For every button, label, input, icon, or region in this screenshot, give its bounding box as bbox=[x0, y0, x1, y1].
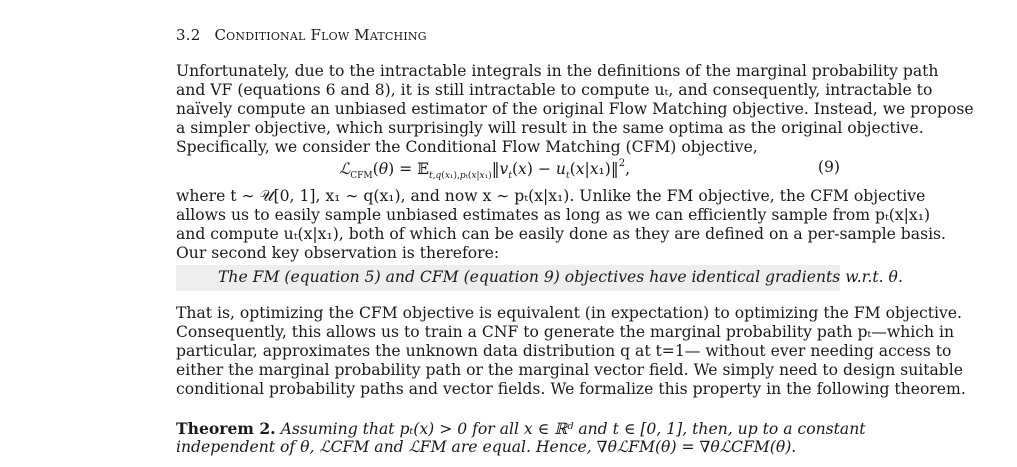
paragraph-2-line-3: and compute uₜ(x|x₁), both of which can be easily done as they are defined on a per-sample basis. bbox=[176, 225, 947, 243]
paragraph-2-line-1: where t ∼ 𝒰[0, 1], x₁ ∼ q(x₁), and now x ∼ pₜ(x|x₁). Unlike the FM objective, the CFM objective bbox=[176, 187, 926, 205]
paragraph-3-line-2: Consequently, this allows us to train a CNF to generate the marginal probability path pₜ—which in bbox=[176, 323, 955, 341]
paragraph-3-line-4: either the marginal probability path or the marginal vector field. We simply need to design suitable bbox=[176, 361, 963, 379]
paragraph-3-line-5: conditional probability paths and vector fields. We formalize this property in the following theorem. bbox=[176, 380, 966, 398]
cfm-equation-body: ℒ$_{CFM}$(θ) = $𝔼_{t,q(x_1),p_t(x|x_1)}‖v_t(x)$ − $u_t(x|x_1)‖^2$, bbox=[339, 158, 631, 181]
paragraph-3-line-3: particular, approximates the unknown data distribution q at t=1— without ever needing access to bbox=[176, 342, 952, 360]
theorem-line-1 bbox=[176, 419, 866, 439]
key-observation-box bbox=[176, 265, 903, 291]
theorem-line-2 bbox=[176, 438, 840, 457]
key-observation-text: The FM (equation 5) and CFM (equation 9) objectives have identical gradients w.r.t. θ. bbox=[218, 268, 903, 286]
cfm-equation bbox=[176, 156, 840, 180]
theorem-statement-2: independent of θ, ℒCFM and ℒFM are equal. Hence, ∇θℒFM(θ) = ∇θℒCFM(θ). bbox=[176, 438, 797, 456]
theorem-statement-1: Assuming that pₜ(x) > 0 for all x ∈ ℝᵈ and t ∈ [0, 1], then, up to a constant bbox=[280, 420, 866, 438]
equation-number: (9) bbox=[817, 158, 840, 176]
section-number: 3.2 bbox=[176, 26, 201, 44]
paragraph-1-line-1: Unfortunately, due to the intractable integrals in the definitions of the marginal probability path bbox=[176, 62, 939, 80]
paragraph-2-line-2: allows us to easily sample unbiased estimates as long as we can efficiently sample from pₜ(x|x₁) bbox=[176, 206, 931, 224]
section-heading bbox=[176, 26, 427, 44]
section-title: Conditional Flow Matching bbox=[214, 26, 427, 44]
paragraph-3-line-1: That is, optimizing the CFM objective is equivalent (in expectation) to optimizing the FM objective. bbox=[176, 304, 962, 322]
paragraph-1-line-4: a simpler objective, which surprisingly will result in the same optima as the original objective. bbox=[176, 119, 924, 137]
theorem-label: Theorem 2. bbox=[176, 419, 276, 438]
paragraph-1-line-2: and VF (equations 6 and 8), it is still intractable to compute uₜ, and consequently, intractable to bbox=[176, 81, 933, 99]
paragraph-1-line-5: Specifically, we consider the Conditional Flow Matching (CFM) objective, bbox=[176, 138, 758, 156]
paragraph-1-line-3: naïvely compute an unbiased estimator of the original Flow Matching objective. Instead, we propose bbox=[176, 100, 974, 118]
paragraph-2-line-4: Our second key observation is therefore: bbox=[176, 244, 500, 262]
